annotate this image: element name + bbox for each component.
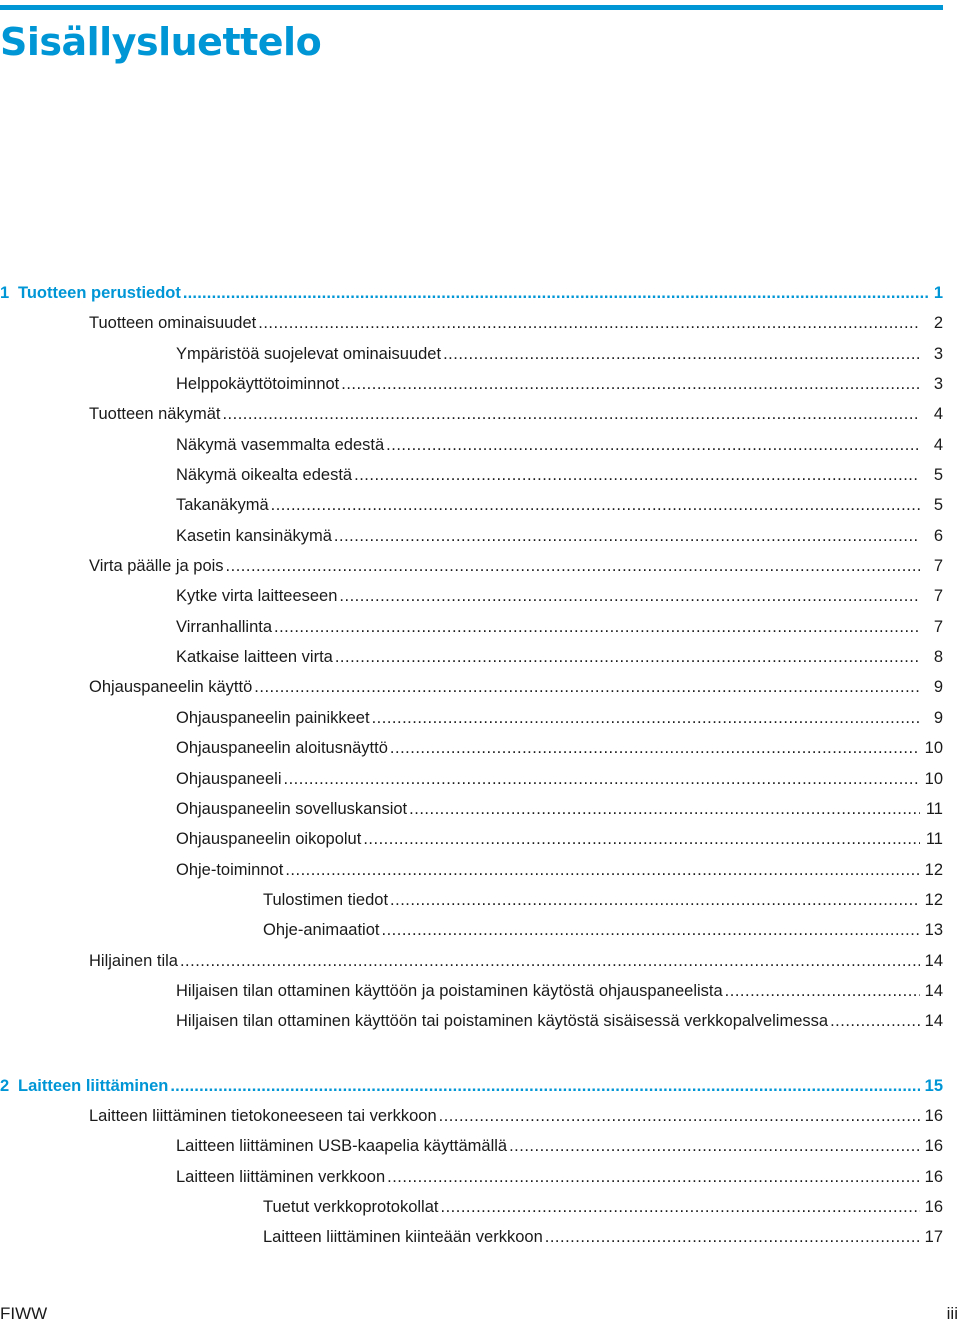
entry-page-number: 7: [933, 557, 943, 576]
toc-entry-link[interactable]: [0, 1101, 943, 1131]
dot-leader: [285, 855, 919, 885]
entry-title: Tuotteen näkymät: [89, 405, 221, 424]
toc-chapter-link[interactable]: [0, 278, 943, 308]
dot-leader: [254, 672, 920, 702]
top-rule: [0, 5, 943, 10]
entry-title: Laitteen liittäminen verkkoon: [176, 1167, 386, 1186]
entry-page-number: 16: [924, 1137, 943, 1156]
dot-leader: [222, 399, 920, 429]
entry-page-number: 4: [933, 435, 943, 454]
entry-page-number: 2: [933, 314, 943, 333]
entry-page-number: 11: [925, 830, 943, 849]
entry-title: Laitteen liittäminen kiinteään verkkoon: [263, 1228, 543, 1247]
entry-page-number: 8: [933, 648, 943, 667]
dot-leader: [830, 1006, 920, 1036]
entry-title: Ohje-animaatiot: [263, 921, 380, 940]
entry-page-number: 4: [933, 405, 943, 424]
entry-title: Hiljaisen tilan ottaminen käyttöön tai poistaminen käytöstä sisäisessä verkkopalvelimessa: [176, 1012, 829, 1031]
entry-page-number: 5: [933, 466, 943, 485]
dot-leader: [390, 885, 920, 915]
entry-page-number: 16: [924, 1167, 943, 1186]
page-number: iii: [946, 1304, 958, 1323]
dot-leader: [226, 551, 920, 581]
toc-entry-link[interactable]: [0, 855, 943, 885]
entry-title: Katkaise laitteen virta: [176, 648, 333, 667]
dot-leader: [335, 642, 920, 672]
entry-title: Ohjauspaneelin painikkeet: [176, 708, 370, 727]
toc-entry-link[interactable]: [0, 339, 943, 369]
entry-title: Ohjauspaneelin käyttö: [89, 678, 253, 697]
entry-page-number: 5: [933, 496, 943, 515]
entry-title: Hiljainen tila: [89, 951, 178, 970]
toc-entry-link[interactable]: [0, 308, 943, 338]
page-title: Sisällysluettelo: [0, 20, 322, 64]
entry-page-number: 14: [924, 1012, 943, 1031]
dot-leader: [386, 430, 920, 460]
entry-title: Tulostimen tiedot: [263, 890, 389, 909]
dot-leader: [271, 490, 920, 520]
dot-leader: [372, 703, 920, 733]
entry-page-number: 12: [924, 890, 943, 909]
chapter-title: Laitteen liittäminen: [18, 1076, 169, 1095]
dot-leader: [363, 824, 920, 854]
entry-page-number: 14: [924, 951, 943, 970]
entry-title: Kasetin kansinäkymä: [176, 526, 332, 545]
dot-leader: [170, 1071, 919, 1101]
dot-leader: [183, 278, 928, 308]
entry-title: Ohjauspaneelin oikopolut: [176, 830, 362, 849]
toc-entry-link[interactable]: [0, 642, 943, 672]
entry-page-number: 17: [924, 1228, 943, 1247]
entry-title: Laitteen liittäminen tietokoneeseen tai verkkoon: [89, 1106, 437, 1125]
entry-page-number: 7: [933, 587, 943, 606]
entry-page-number: 6: [933, 526, 943, 545]
entry-page-number: 10: [924, 739, 943, 758]
dot-leader: [354, 460, 920, 490]
entry-page-number: 3: [933, 375, 943, 394]
toc-entry-link[interactable]: [0, 976, 943, 1006]
toc-entry-link[interactable]: [0, 521, 943, 551]
dot-leader: [274, 612, 920, 642]
entry-title: Helppokäyttötoiminnot: [176, 375, 340, 394]
toc-entry-link[interactable]: [0, 369, 943, 399]
entry-title: Ohjauspaneelin aloitusnäyttö: [176, 739, 388, 758]
entry-title: Laitteen liittäminen USB-kaapelia käyttämällä: [176, 1137, 508, 1156]
toc-entry-link[interactable]: [0, 1131, 943, 1161]
toc-entry-link[interactable]: [0, 794, 943, 824]
chapter-gap: [0, 1037, 943, 1071]
entry-page-number: 3: [933, 344, 943, 363]
toc-entry-link[interactable]: [0, 733, 943, 763]
toc-chapter-link[interactable]: [0, 1071, 943, 1101]
chapter-page-number: 1: [933, 284, 943, 302]
entry-title: Ohje-toiminnot: [176, 860, 284, 879]
toc-entry-link[interactable]: [0, 581, 943, 611]
toc-entry-link[interactable]: [0, 1192, 943, 1222]
toc-entry-link[interactable]: [0, 824, 943, 854]
chapter-title: Tuotteen perustiedot: [18, 284, 181, 302]
dot-leader: [339, 581, 920, 611]
toc-entry-link[interactable]: [0, 915, 943, 945]
dot-leader: [440, 1192, 919, 1222]
chapter-number: 1: [0, 284, 10, 302]
toc-entry-link[interactable]: [0, 703, 943, 733]
toc-entry-link[interactable]: [0, 551, 943, 581]
dot-leader: [545, 1222, 920, 1252]
toc-entry-link[interactable]: [0, 885, 943, 915]
toc-entry-link[interactable]: [0, 490, 943, 520]
entry-page-number: 11: [925, 799, 943, 818]
entry-title: Tuetut verkkoprotokollat: [263, 1197, 439, 1216]
entry-title: Hiljaisen tilan ottaminen käyttöön ja poistaminen käytöstä ohjauspaneelista: [176, 981, 723, 1000]
entry-title: Ympäristöä suojelevat ominaisuudet: [176, 344, 442, 363]
chapter-number: 2: [0, 1076, 10, 1095]
entry-page-number: 12: [924, 860, 943, 879]
toc-entry-link[interactable]: [0, 612, 943, 642]
chapter-page-number: 15: [924, 1076, 943, 1095]
toc-entry-link[interactable]: [0, 399, 943, 429]
entry-title: Tuotteen ominaisuudet: [89, 314, 257, 333]
toc-entry-link[interactable]: [0, 672, 943, 702]
footer-left: FIWW: [0, 1304, 48, 1323]
entry-page-number: 10: [924, 769, 943, 788]
toc-entry-link[interactable]: [0, 430, 943, 460]
entry-title: Näkymä oikealta edestä: [176, 466, 353, 485]
dot-leader: [509, 1131, 920, 1161]
entry-title: Virranhallinta: [176, 617, 273, 636]
dot-leader: [439, 1101, 920, 1131]
dot-leader: [443, 339, 920, 369]
toc-entry-link[interactable]: [0, 460, 943, 490]
dot-leader: [725, 976, 920, 1006]
table-of-contents: [0, 278, 943, 1253]
toc-entry-link[interactable]: [0, 1162, 943, 1192]
dot-leader: [334, 521, 920, 551]
entry-title: Virta päälle ja pois: [89, 557, 224, 576]
dot-leader: [390, 733, 920, 763]
toc-entry-link[interactable]: [0, 946, 943, 976]
entry-page-number: 14: [924, 981, 943, 1000]
dot-leader: [381, 915, 919, 945]
dot-leader: [284, 764, 920, 794]
entry-title: Näkymä vasemmalta edestä: [176, 435, 385, 454]
dot-leader: [341, 369, 920, 399]
toc-entry-link[interactable]: [0, 1222, 943, 1252]
entry-title: Ohjauspaneelin sovelluskansiot: [176, 799, 408, 818]
toc-entry-link[interactable]: [0, 764, 943, 794]
entry-page-number: 7: [933, 617, 943, 636]
entry-title: Ohjauspaneeli: [176, 769, 282, 788]
entry-title: Kytke virta laitteeseen: [176, 587, 338, 606]
entry-page-number: 16: [924, 1197, 943, 1216]
dot-leader: [258, 308, 920, 338]
dot-leader: [180, 946, 920, 976]
dot-leader: [387, 1162, 920, 1192]
toc-entry-link[interactable]: [0, 1006, 943, 1036]
entry-page-number: 13: [924, 921, 943, 940]
entry-page-number: 16: [924, 1106, 943, 1125]
entry-title: Takanäkymä: [176, 496, 269, 515]
dot-leader: [409, 794, 920, 824]
entry-page-number: 9: [933, 708, 943, 727]
entry-page-number: 9: [933, 678, 943, 697]
